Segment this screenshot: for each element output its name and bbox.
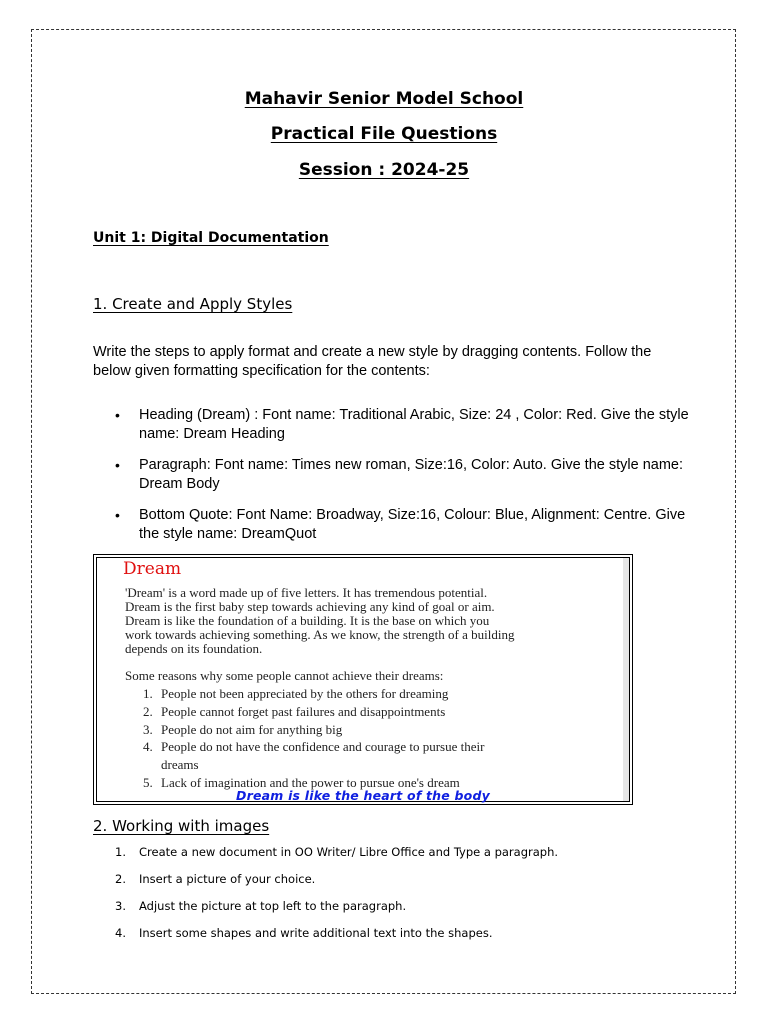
bullet-icon: • xyxy=(115,507,120,523)
list-item xyxy=(143,721,484,739)
list-number: 3. xyxy=(143,721,153,737)
section-intro: Write the steps to apply format and create a new style by dragging contents. Follow the below given formatting specification for the contents: xyxy=(93,344,652,379)
section-heading-styles: 1. Create and Apply Styles xyxy=(93,295,293,313)
steps-list xyxy=(93,846,558,954)
list-number: 2. xyxy=(143,703,153,719)
list-number: 3. xyxy=(115,899,126,913)
list-number: 2. xyxy=(115,872,126,886)
list-item-text: Bottom Quote: Font Name: Broadway, Size:16, Colour: Blue, Alignment: Centre. Give the style name: DreamQuot xyxy=(139,507,686,542)
unit-heading: Unit 1: Digital Documentation xyxy=(93,230,329,246)
list-item xyxy=(93,846,558,859)
list-number: 1. xyxy=(115,845,126,859)
list-item-text: Lack of imagination and the power to pursue one's dream xyxy=(161,774,460,790)
sample-document-frame xyxy=(96,557,630,802)
list-item xyxy=(93,506,693,544)
list-item xyxy=(93,456,693,494)
sample-paragraph-line: work towards achieving something. As we know, the strength of a building xyxy=(125,627,515,642)
sample-reasons-intro: Some reasons why some people cannot achieve their dreams: xyxy=(125,668,444,683)
sample-paragraph-line: Dream is like the foundation of a building. It is the base on which you xyxy=(125,613,490,628)
section-heading-images: 2. Working with images xyxy=(93,817,270,835)
list-item-text: People not been appreciated by the others for dreaming xyxy=(161,686,449,701)
list-item xyxy=(93,873,558,886)
sample-paragraph xyxy=(125,586,615,656)
list-item-text: Heading (Dream) : Font name: Traditional Arabic, Size: 24 , Color: Red. Give the style name: Dream Heading xyxy=(139,407,689,442)
sample-document-image xyxy=(93,554,633,805)
list-number: 4. xyxy=(143,739,153,755)
sample-paragraph-line: depends on its foundation. xyxy=(125,641,263,656)
list-number: 4. xyxy=(115,926,126,940)
sample-reasons-list xyxy=(143,685,484,792)
bullet-icon: • xyxy=(115,407,120,423)
document-subtitle: Practical File Questions xyxy=(270,124,498,144)
list-item-text: Insert some shapes and write additional text into the shapes. xyxy=(139,926,493,940)
list-item xyxy=(93,900,558,913)
list-item-text: Paragraph: Font name: Times new roman, Size:16, Color: Auto. Give the style name: Dream Body xyxy=(139,457,684,492)
bullet-icon: • xyxy=(115,457,120,473)
list-item xyxy=(93,927,558,940)
list-number: 5. xyxy=(143,774,153,790)
spec-list xyxy=(93,406,693,544)
list-item-text: People do not have the confidence and courage to pursue their xyxy=(161,739,485,755)
sample-paragraph-line: Dream is the first baby step towards achieving any kind of goal or aim. xyxy=(125,599,495,614)
list-item-text: Adjust the picture at top left to the paragraph. xyxy=(139,899,407,913)
session-label: Session : 2024-25 xyxy=(298,160,470,180)
list-item-text: Create a new document in OO Writer/ Libre Office and Type a paragraph. xyxy=(139,845,559,859)
sample-quote: Dream is like the heart of the body xyxy=(236,788,490,803)
sample-paragraph-line: 'Dream' is a word made up of five letters. It has tremendous potential. xyxy=(125,585,488,600)
list-item xyxy=(143,685,484,703)
list-item-text: People cannot forget past failures and disappointments xyxy=(161,703,446,719)
school-title: Mahavir Senior Model School xyxy=(244,89,524,109)
list-item-text: Insert a picture of your choice. xyxy=(139,872,316,886)
sample-heading: Dream xyxy=(123,559,182,579)
list-item xyxy=(143,738,484,774)
list-item-continuation: dreams xyxy=(161,757,199,773)
list-number: 1. xyxy=(143,686,153,701)
list-item xyxy=(93,406,693,444)
list-item xyxy=(143,703,484,721)
list-item-text: People do not aim for anything big xyxy=(161,721,343,737)
